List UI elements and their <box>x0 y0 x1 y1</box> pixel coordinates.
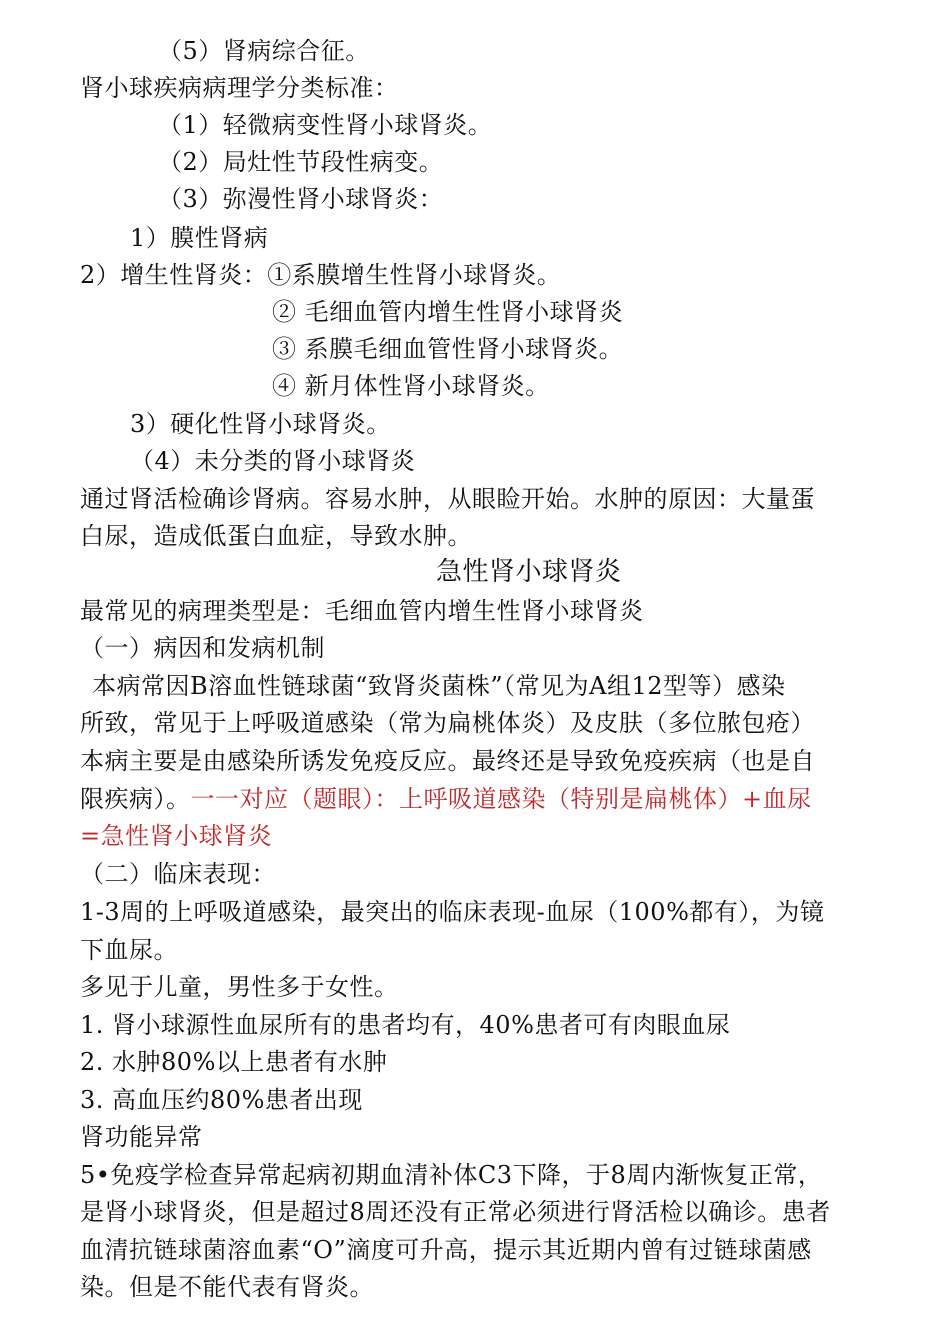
etiology-line4-text: 限疾病）。 <box>80 785 191 813</box>
subsection-etiology: （一）病因和发病机制 <box>80 634 325 662</box>
classification-item-1: （1）轻微病变性肾小球肾炎。 <box>158 111 493 139</box>
subitem-proliferative: 2）增生性肾炎：①系膜增生性肾小球肾炎。 <box>80 261 562 289</box>
clinical-point-1: 1. 肾小球源性血尿所有的患者均有，40%患者可有肉眼血尿 <box>80 1011 731 1039</box>
classification-item-4: （4）未分类的肾小球肾炎 <box>130 447 416 475</box>
clinical-point-4: 肾功能异常 <box>80 1123 203 1151</box>
nephrotic-syndrome-item: （5）肾病综合征。 <box>158 37 370 65</box>
etiology-line3: 本病主要是由感染所诱发免疫反应。最终还是导致免疫疾病（也是自 <box>80 747 815 775</box>
subitem-sclerosing: 3）硬化性肾小球肾炎。 <box>130 410 391 438</box>
subitem-membranous: 1）膜性肾病 <box>130 224 269 252</box>
etiology-line2: 所致，常见于上呼吸道感染（常为扁桃体炎）及皮肤（多位脓包疮） <box>80 709 815 737</box>
clinical-point-2: 2. 水肿80%以上患者有水肿 <box>80 1048 388 1076</box>
paragraph-biopsy-line2: 白尿，造成低蛋白血症，导致水肿。 <box>80 522 472 550</box>
immunology-line4: 染。但是不能代表有肾炎。 <box>80 1273 374 1301</box>
pathology-classification-heading: 肾小球疾病病理学分类标准： <box>80 74 399 102</box>
etiology-line4 <box>80 784 812 814</box>
key-point-highlight: 一一对应（题眼）：上呼吸道感染（特别是扁桃体）+血尿 <box>190 785 812 813</box>
clinical-line2: 下血尿。 <box>80 936 178 964</box>
clinical-line3: 多见于儿童，男性多于女性。 <box>80 973 399 1001</box>
common-pathology-type: 最常见的病理类型是：毛细血管内增生性肾小球肾炎 <box>80 597 644 625</box>
section-title-acute-gn: 急性肾小球肾炎 <box>436 557 622 587</box>
paragraph-biopsy-line1: 通过肾活检确诊肾病。容易水肿，从眼睑开始。水肿的原因：大量蛋 <box>80 485 815 513</box>
classification-item-3: （3）弥漫性肾小球肾炎： <box>158 185 444 213</box>
clinical-point-3: 3. 高血压约80%患者出现 <box>80 1086 363 1114</box>
proliferative-type-2: ② 毛细血管内增生性肾小球肾炎 <box>272 298 624 326</box>
proliferative-type-4: ④ 新月体性肾小球肾炎。 <box>272 372 550 400</box>
immunology-line2: 是肾小球肾炎，但是超过8周还没有正常必须进行肾活检以确诊。患者 <box>80 1198 831 1226</box>
classification-item-2: （2）局灶性节段性病变。 <box>158 148 444 176</box>
immunology-line1: 5•免疫学检查异常起病初期血清补体C3下降，于8周内渐恢复正常， <box>80 1161 823 1189</box>
clinical-line1: 1-3周的上呼吸道感染，最突出的临床表现-血尿（100%都有），为镜 <box>80 898 825 926</box>
key-point-highlight-end: =急性肾小球肾炎 <box>80 822 273 850</box>
immunology-line3: 血清抗链球菌溶血素“O”滴度可升高，提示其近期内曾有过链球菌感 <box>80 1236 812 1264</box>
proliferative-type-3: ③ 系膜毛细血管性肾小球肾炎。 <box>272 335 624 363</box>
etiology-line1: 本病常因Β溶血性链球菌“致肾炎菌株”（常见为A组12型等）感染 <box>92 672 786 700</box>
subsection-clinical: （二）临床表现： <box>80 860 276 888</box>
